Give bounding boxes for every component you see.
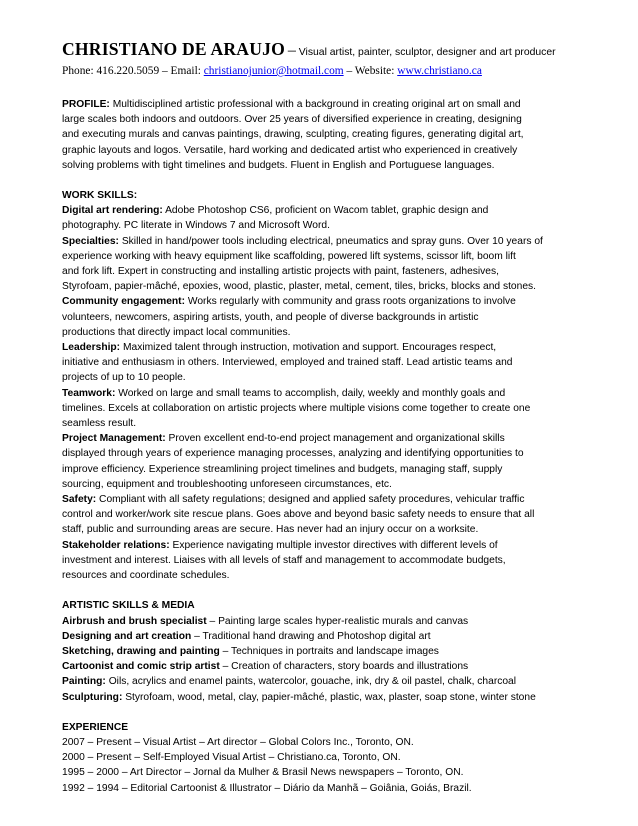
artistic-item-text: – Creation of characters, story boards and illustrations (219, 661, 469, 673)
skill-line (62, 234, 582, 249)
artistic-item-text: – Painting large scales hyper-realistic murals and canvas (206, 615, 469, 627)
experience-item: 1995 – 2000 – Art Director – Jornal da Mulher & Brasil News newspapers – Toronto, ON. (62, 767, 464, 779)
website-link[interactable]: www.christiano.ca (397, 65, 482, 77)
skill-line: volunteers, newcomers, aspiring artists, youth, and people of diverse backgrounds in artistic (62, 311, 479, 323)
experience-item: 2007 – Present – Visual Artist – Art director – Global Colors Inc., Toronto, ON. (62, 736, 414, 748)
profile-line: and executing murals and canvas paintings, drawing, sculpting, creating figures, generating digital art, (62, 129, 524, 141)
artistic-item (62, 690, 582, 705)
email-separator: – Email: (159, 65, 204, 77)
profile-section (62, 97, 582, 173)
skill-text: Works regularly with community and grass roots organizations to involve (185, 296, 516, 308)
skill-line: staff, public and surrounding areas are secure. Has never had an injury occur on a worksite. (62, 524, 479, 536)
email-link[interactable]: christianojunior@hotmail.com (203, 65, 344, 77)
skill-text: Maximized talent through instruction, motivation and support. Encourages respect, (120, 342, 497, 354)
artistic-item-label: Airbrush and brush specialist (62, 615, 207, 627)
skill-label: Community engagement: (62, 296, 186, 308)
skill-line: resources and coordinate schedules. (62, 570, 230, 582)
artistic-item (62, 644, 582, 659)
skill-label: Digital art rendering: (62, 205, 163, 217)
profile-label: PROFILE: (62, 99, 110, 110)
skill-text: Skilled in hand/power tools including electrical, pneumatics and spray guns. Over 10 years of (118, 235, 543, 247)
resume-name: CHRISTIANO DE ARAUJO (62, 39, 285, 59)
artistic-skills-heading: ARTISTIC SKILLS & MEDIA (62, 600, 195, 612)
website-separator: – Website: (343, 65, 398, 77)
skill-line: displayed through years of experience managing processes, analyzing and identifying opportunities to (62, 448, 524, 460)
artistic-skills-section (62, 598, 582, 704)
artistic-item-text: – Techniques in portraits and landscape images (219, 645, 439, 657)
skill-line: investment and interest. Liaises with all levels of staff and management to accommodate budgets, (62, 554, 506, 566)
resume-tagline: Visual artist, painter, sculptor, designer and art producer (298, 47, 556, 58)
artistic-item-label: Sculpturing: (62, 691, 123, 703)
artistic-item-label: Designing and art creation (62, 630, 192, 642)
title-dash: – (287, 42, 296, 59)
skill-line: timelines. Excels at collaboration on artistic projects where multiple visions come together to create one (62, 402, 531, 414)
artistic-item-label: Sketching, drawing and painting (62, 645, 220, 657)
skill-line: control and worker/work site rescue plans. Goes above and beyond basic safety needs to ensure that all (62, 509, 535, 521)
skill-line: photography. PC literate in Windows 7 and Microsoft Word. (62, 220, 330, 232)
artistic-item-text: – Traditional hand drawing and Photoshop digital art (191, 630, 431, 642)
skill-label: Stakeholder relations: (62, 539, 170, 551)
skill-label: Project Management: (62, 433, 166, 445)
header-title-line (62, 38, 582, 64)
experience-item: 2000 – Present – Self-Employed Visual Artist – Christiano.ca, Toronto, ON. (62, 752, 401, 764)
skill-line (62, 294, 582, 309)
profile-line: solving problems with tight timelines and budgets. Fluent in English and Portuguese languages. (62, 159, 495, 171)
profile-text: Multidisciplined artistic professional with a background in creating original art on small and (109, 99, 521, 110)
skill-line (62, 340, 582, 355)
work-skills-section (62, 188, 582, 583)
skill-text: Experience navigating multiple investor directives with different levels of (169, 539, 498, 551)
profile-line: graphic layouts and logos. Versatile, hard working and dedicated artist who experienced in creatively (62, 144, 518, 156)
skill-text: Worked on large and small teams to accomplish, daily, weekly and monthly goals and (115, 387, 506, 399)
profile-line (62, 97, 582, 112)
artistic-item-text: Styrofoam, wood, metal, clay, papier-mâché, plastic, wax, plaster, soap stone, winter stone (122, 691, 536, 703)
artistic-item-text: Oils, acrylics and enamel paints, watercolor, gouache, ink, dry & oil pastel, chalk, charcoal (105, 676, 517, 688)
skill-label: Specialties: (62, 235, 119, 247)
skill-line: Styrofoam, papier-mâché, epoxies, wood, plastic, plaster, metal, cement, tiles, bricks, blocks and stones. (62, 281, 536, 293)
skill-line: seamless result. (62, 418, 137, 430)
skill-line (62, 538, 582, 553)
artistic-item (62, 629, 582, 644)
artistic-item (62, 614, 582, 629)
skill-label: Teamwork: (62, 387, 116, 399)
skill-line: improve efficiency. Experience streamlining project timelines and budgets, managing staff, supply (62, 463, 503, 475)
skill-line (62, 492, 582, 507)
skill-line: productions that directly impact local communities. (62, 326, 291, 338)
experience-heading: EXPERIENCE (62, 721, 129, 733)
artistic-item (62, 659, 582, 674)
phone-text: Phone: 416.220.5059 (62, 65, 160, 77)
artistic-item-label: Cartoonist and comic strip artist (62, 661, 220, 673)
skill-line (62, 431, 582, 446)
skill-line (62, 203, 582, 218)
skill-line: projects of up to 10 people. (62, 372, 186, 384)
skill-line (62, 386, 582, 401)
skill-text: Compliant with all safety regulations; designed and applied safety procedures, vehicular traffic (96, 494, 525, 506)
skill-line: and fork lift. Expert in constructing and installing artistic projects with paint, fasteners, adhesives, (62, 266, 499, 278)
experience-item: 1992 – 1994 – Editorial Cartoonist & Illustrator – Diário da Manhã – Goiânia, Goiás, Brazil. (62, 782, 472, 794)
artistic-item-label: Painting: (62, 676, 106, 688)
skill-line: sourcing, equipment and troubleshooting unforeseen circumstances, etc. (62, 478, 392, 490)
skill-line: experience working with heavy equipment like scaffolding, powered lift systems, scissor lift, boom lift (62, 250, 516, 262)
work-skills-heading: WORK SKILLS: (62, 190, 138, 202)
skill-label: Leadership: (62, 342, 121, 354)
skill-label: Safety: (62, 494, 97, 506)
resume-page (62, 38, 582, 796)
profile-line: large scales both indoors and outdoors. Over 25 years of diversified experience in creating, designing (62, 114, 522, 126)
experience-section (62, 720, 582, 796)
skill-text: Proven excellent end-to-end project management and organizational skills (165, 433, 505, 445)
contact-line (62, 64, 582, 79)
skill-line: initiative and enthusiasm in others. Interviewed, employed and trained staff. Lead artistic teams and (62, 357, 513, 369)
artistic-item (62, 674, 582, 689)
skill-text: Adobe Photoshop CS6, proficient on Wacom tablet, graphic design and (162, 205, 489, 217)
